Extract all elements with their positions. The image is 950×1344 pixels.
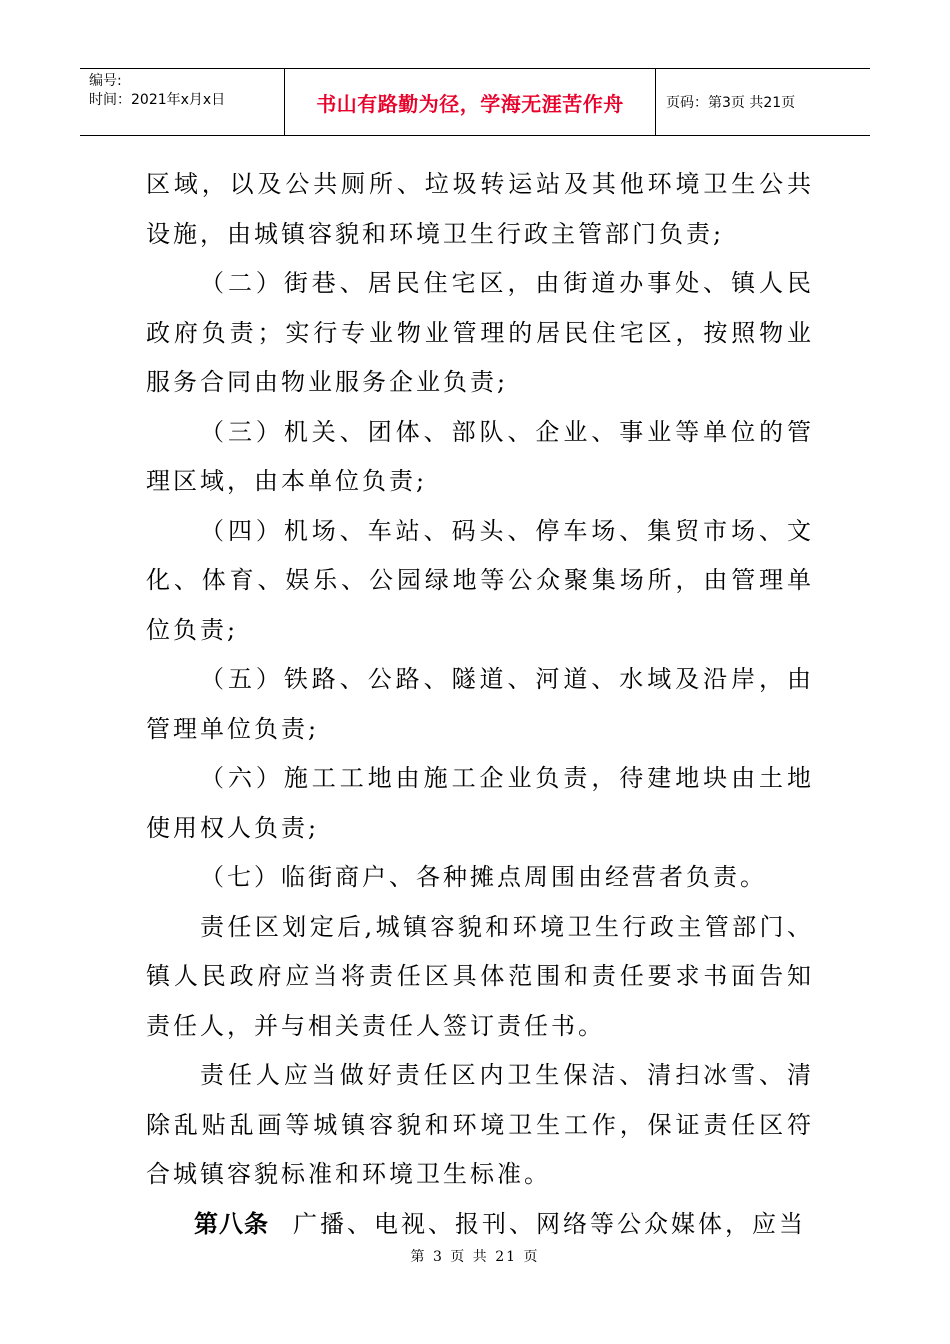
document-number-label: 编号: [89,73,122,89]
page-header [80,68,870,136]
header-motto: 书山有路勤为径，学海无涯苦作舟 [284,69,656,135]
document-time: 时间：2021年x月x日 [89,92,226,108]
paragraph: （五）铁路、公路、隧道、河道、水域及沿岸，由管理单位负责; [146,665,814,743]
paragraph: 责任区划定后,城镇容貌和环境卫生行政主管部门、镇人民政府应当将责任区具体范围和责任要求书面告知责任人，并与相关责任人签订责任书。 [146,912,814,1040]
article-text: 广播、电视、报刊、网络等公众媒体，应当 [293,1209,806,1238]
paragraph: （六）施工工地由施工企业负责，待建地块由土地使用权人负责; [146,764,814,842]
article-paragraph [146,1200,814,1250]
article-label: 第八条 [194,1209,269,1238]
paragraph: （三）机关、团体、部队、企业、事业等单位的管理区域，由本单位负责; [146,417,814,495]
document-body [146,160,814,1249]
header-page-code: 页码：第3页 共21页 [666,95,796,111]
paragraph: （四）机场、车站、码头、停车场、集贸市场、文化、体育、娱乐、公园绿地等公众聚集场所，由管理单位负责; [146,516,814,644]
header-meta [80,69,284,135]
paragraph: 区域，以及公共厕所、垃圾转运站及其他环境卫生公共设施，由城镇容貌和环境卫生行政主管部门负责; [146,170,814,248]
paragraph: （七）临街商户、各种摊点周围由经营者负责。 [200,863,767,891]
page-footer: 第 3 页 共 21 页 [410,1249,540,1265]
paragraph: （二）街巷、居民住宅区，由街道办事处、镇人民政府负责；实行专业物业管理的居民住宅区，按照物业服务合同由物业服务企业负责; [146,269,814,396]
paragraph: 责任人应当做好责任区内卫生保洁、清扫冰雪、清除乱贴乱画等城镇容貌和环境卫生工作，保证责任区符合城镇容貌标准和环境卫生标准。 [146,1061,814,1188]
